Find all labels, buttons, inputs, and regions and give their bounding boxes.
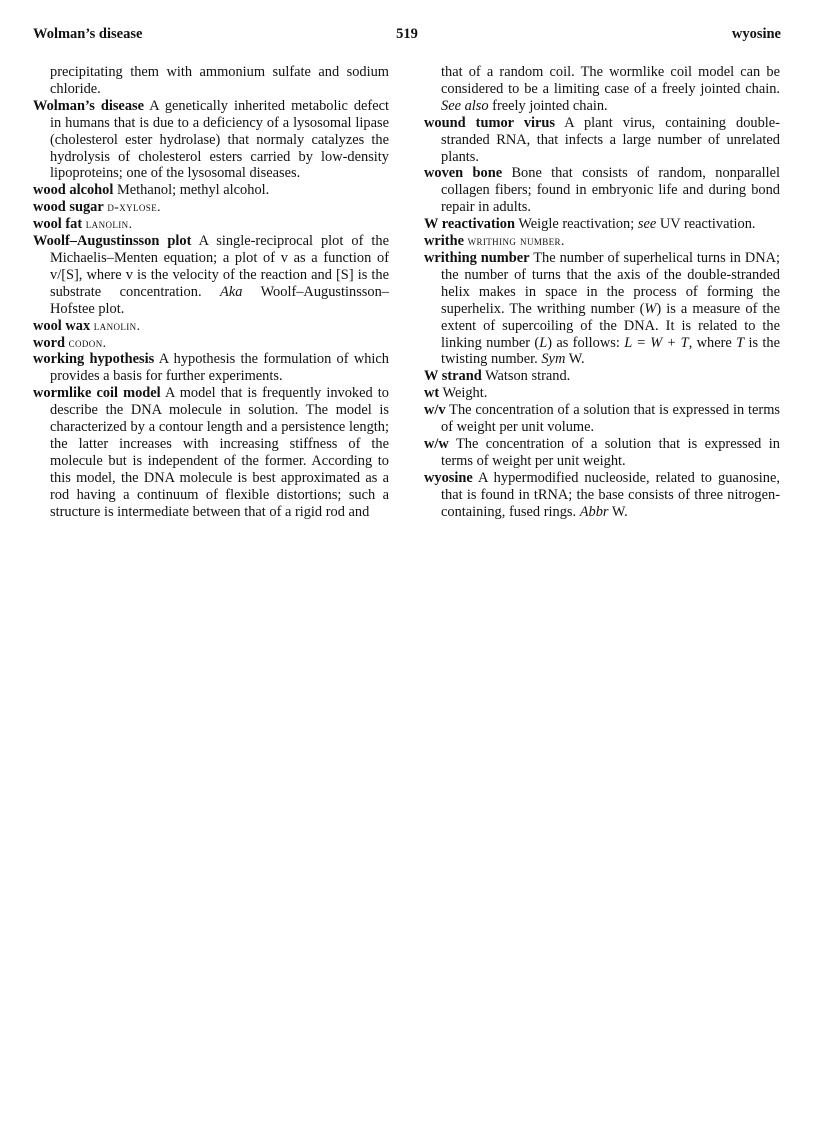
cross-reference: writhing number.: [467, 233, 565, 249]
cross-reference: lanolin.: [93, 317, 141, 333]
header-first-entry: Wolman’s disease: [33, 26, 143, 42]
see-also-label: See also: [441, 97, 489, 114]
entry-w-strand: [424, 368, 780, 385]
entry-writhe: [424, 233, 780, 250]
right-column: [424, 64, 780, 520]
see-term: UV reactivation.: [659, 216, 756, 233]
abbr-value: W.: [611, 503, 628, 520]
entry-word: [33, 335, 389, 352]
cross-reference: d-xylose.: [107, 199, 161, 215]
definition: A single-reciprocal plot of the Michaelis–Menten equation; a plot of v as a function of v/[S], where v is the velocity of the reaction and [S] is the substrate concentration.: [50, 233, 390, 300]
definition: The concentration of a solution that is expressed in terms of weight per unit volume.: [441, 402, 780, 436]
definition: Watson strand.: [485, 368, 571, 385]
headword: writhing number: [424, 249, 530, 266]
headword: wood alcohol: [33, 182, 114, 199]
entry-continuation: [33, 64, 389, 98]
definition: A genetically inherited metabolic defect in humans that is due to a deficiency of a lysosomal lipase (cholesterol ester hydrolase) that normaly catalyzes the hydrolysis of cholesterol esters carried by low-density lipoproteins; one of the lysosomal diseases.: [50, 97, 390, 182]
entry-wyosine: [424, 470, 780, 521]
headword: W reactivation: [424, 216, 515, 233]
see-also-term: freely jointed chain.: [492, 97, 608, 114]
entry-woven-bone: [424, 165, 780, 216]
symbol-t: T: [736, 334, 745, 351]
entry-wool-wax: [33, 318, 389, 335]
aka-label: Aka: [220, 283, 243, 300]
abbr-label: Abbr: [579, 503, 609, 520]
left-column: [33, 64, 389, 520]
entry-woolf-augustinsson-plot: [33, 233, 389, 318]
definition-part: ) as follows:: [547, 334, 620, 351]
header-last-entry: wyosine: [731, 26, 781, 42]
entry-wt: [424, 385, 780, 402]
running-header: [33, 26, 781, 46]
headword: Wolman’s disease: [33, 97, 145, 114]
entry-wood-sugar: [33, 199, 389, 216]
definition: A hypermodified nucleoside, related to guanosine, that is found in tRNA; the base consists of three nitrogen-containing, fused rings.: [441, 469, 780, 520]
definition: A hypothesis the formulation of which provides a basis for further experiments.: [50, 351, 390, 385]
equation: L = W + T: [624, 334, 689, 351]
entry-working-hypothesis: [33, 351, 389, 385]
entry-continuation: [424, 64, 780, 115]
entry-w-v: [424, 402, 780, 436]
definition: A model that is frequently invoked to describe the DNA molecule in solution. The model is characterized by a contour length and a persistence length; the latter increases with increasing stiffness of the molecule but is independent of the former. According to this model, the DNA molecule is best approximated as a rod having a continuum of flexible distortions; such a structure is intermediate between that of a rigid rod and: [50, 385, 389, 520]
definition: A plant virus, containing double-stranded RNA, that infects a large number of unrelated plants.: [441, 114, 780, 165]
definition: Weight.: [442, 385, 488, 402]
definition-part: ) is a measure of the extent of supercoiling of the DNA. It is related to the linking number (: [441, 300, 781, 351]
headword: wound tumor virus: [424, 114, 556, 131]
entry-wolmans-disease: [33, 98, 389, 183]
cross-reference: lanolin.: [85, 216, 133, 232]
entry-writhing-number: [424, 250, 780, 368]
headword: wool wax: [33, 317, 91, 334]
headword: w/v: [424, 402, 446, 419]
headword: wyosine: [424, 469, 473, 486]
headword: wt: [424, 385, 440, 402]
page-number: 519: [396, 26, 418, 42]
headword: writhe: [424, 233, 464, 250]
definition: Methanol; methyl alcohol.: [116, 182, 270, 199]
entry-wool-fat: [33, 216, 389, 233]
entry-wormlike-coil-model: [33, 385, 389, 520]
aka-term: Woolf–Augustinsson–Hofstee plot.: [50, 283, 389, 317]
definition-part: is the twisting number.: [441, 334, 780, 368]
symbol-l: L: [539, 334, 548, 351]
headword: w/w: [424, 435, 449, 452]
entry-w-w: [424, 436, 780, 470]
sym-value: W.: [568, 351, 585, 368]
headword: word: [33, 334, 65, 351]
headword: wool fat: [33, 216, 83, 233]
headword: working hypothesis: [33, 351, 155, 368]
headword: woven bone: [424, 165, 503, 182]
definition: Weigle reactivation;: [518, 216, 635, 233]
see-label: see: [637, 216, 657, 233]
cross-reference: codon.: [68, 334, 107, 350]
entry-wood-alcohol: [33, 182, 389, 199]
definition: The concentration of a solution that is expressed in terms of weight per unit weight.: [441, 435, 780, 469]
headword: W strand: [424, 368, 482, 385]
headword: wormlike coil model: [33, 385, 161, 402]
definition: Bone that consists of random, nonparallel collagen fibers; found in embryonic life and during bond repair in adults.: [441, 165, 780, 216]
definition-part: The number of superhelical turns in DNA; the number of turns that the axis of the double-stranded helix makes in space in the process of forming the superhelix. The writhing number (: [441, 249, 781, 317]
entry-w-reactivation: [424, 216, 780, 233]
definition-part: , where: [688, 334, 732, 351]
entry-wound-tumor-virus: [424, 115, 780, 166]
headword: wood sugar: [33, 199, 104, 216]
definition: that of a random coil. The wormlike coil model can be considered to be a limiting case of a freely jointed chain.: [441, 64, 780, 97]
definition: precipitating them with ammonium sulfate and sodium chloride.: [50, 64, 389, 97]
headword: Woolf–Augustinsson plot: [33, 233, 192, 250]
symbol-w: W: [644, 300, 657, 317]
sym-label: Sym: [541, 351, 566, 368]
